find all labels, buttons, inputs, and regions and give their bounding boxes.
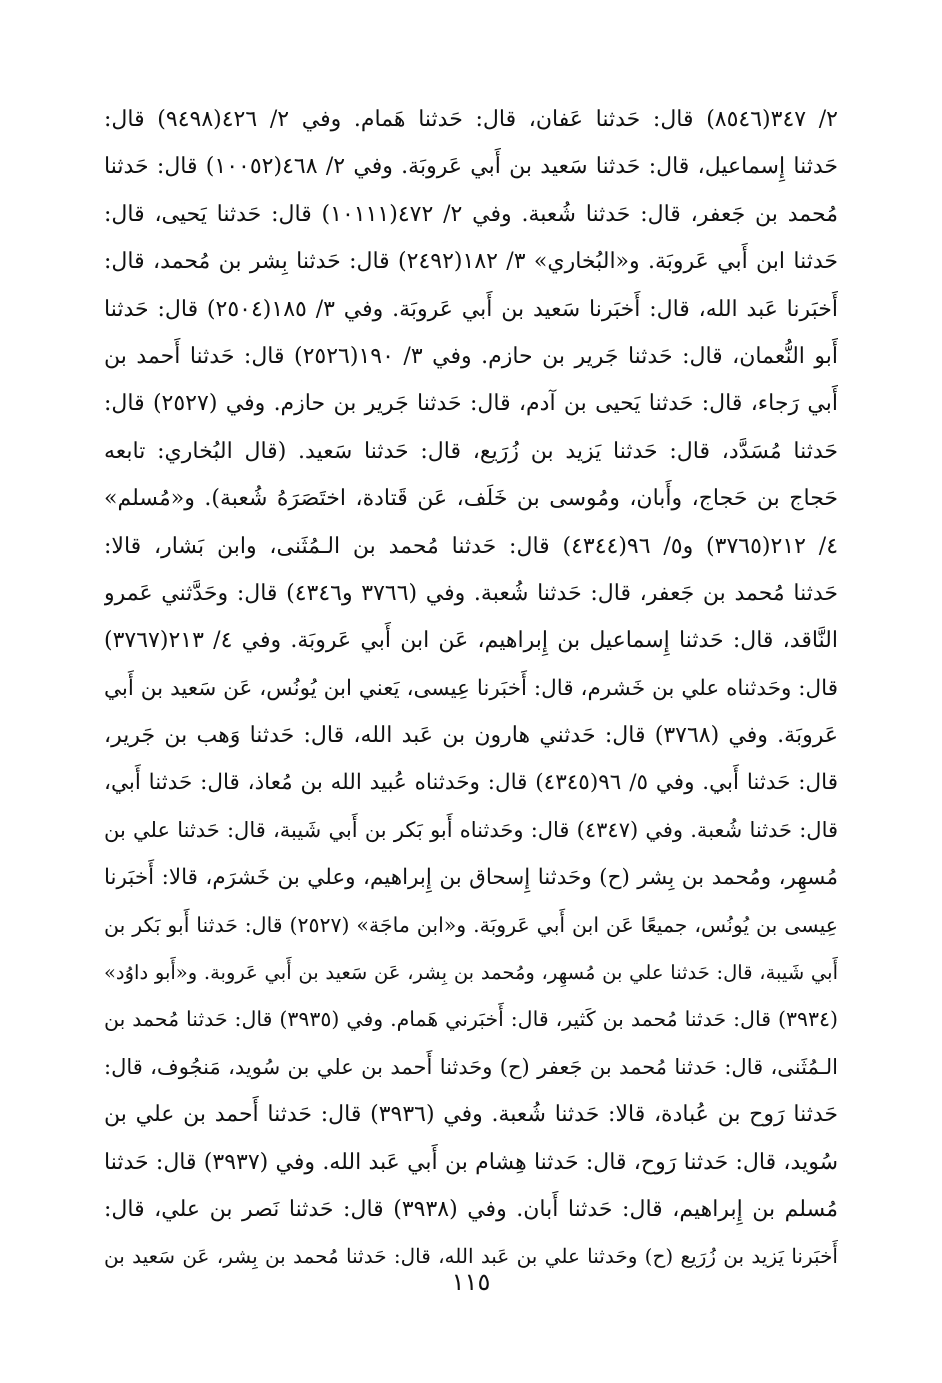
text-line: أَبو النُّعمان، قال: حَدثنا جَرير بن حازم. وفي ٣/ ١٩٠(٢٥٢٦) قال: حَدثنا أَحمد بن: [104, 343, 838, 369]
text-line: (٣٩٣٤) قال: حَدثنا مُحمد بن كَثير، قال: أَخبَرني هَمام. وفي (٣٩٣٥) قال: حَدثنا مُحمد بن: [104, 1007, 838, 1032]
text-line: حَدثنا إِسماعيل، قال: حَدثنا سَعيد بن أَبي عَروبَة. وفي ٢/ ٤٦٨(١٠٠٥٢) قال: حَدثنا: [104, 154, 838, 180]
text-line: أَبي شَيبة، قال: حَدثنا علي بن مُسهِر، ومُحمد بن بِشر، عَن سَعيد بن أَبي عَروبة. و«أَبو داوُد»: [104, 961, 838, 985]
text-line: حَدثنا ابن أَبي عَروبَة. و«البُخاري» ٣/ ١٨٢(٢٤٩٢) قال: حَدثنا بِشر بن مُحمد، قال:: [104, 249, 838, 275]
text-line: قال: حَدثنا شُعبة. وفي (٤٣٤٧) قال: وحَدثناه أَبو بَكر بن أَبي شَيبة، قال: حَدثنا علي بن: [104, 817, 838, 842]
text-line: ٤/ ٢١٢(٣٧٦٥) و٥/ ٩٦(٤٣٤٤) قال: حَدثنا مُحمد بن الـمُثَنى، وابن بَشار، قالا:: [104, 533, 838, 559]
text-line: النَّاقد، قال: حَدثنا إِسماعيل بن إِبراهيم، عَن ابن أَبي عَروبَة. وفي ٤/ ٢١٣(٣٧٦٧): [104, 628, 838, 654]
text-line: مُحمد بن جَعفر، قال: حَدثنا شُعبة. وفي ٢/ ٤٧٢(١٠١١١) قال: حَدثنا يَحيى، قال:: [104, 201, 838, 227]
text-line: حَدثنا مُسَدَّد، قال: حَدثنا يَزيد بن زُرَيع، قال: حَدثنا سَعيد. (قال البُخاري: تابعه: [104, 438, 838, 464]
text-line: عِيسى بن يُونُس، جميعًا عَن ابن أَبي عَروبَة. و«ابن ماجَة» (٢٥٢٧) قال: حَدثنا أَبو بَكر بن: [104, 912, 838, 937]
text-line: ٢/ ٣٤٧(٨٥٤٦) قال: حَدثنا عَفان، قال: حَدثنا هَمام. وفي ٢/ ٤٢٦(٩٤٩٨) قال:: [104, 107, 838, 132]
text-line: عَروبَة. وفي (٣٧٦٨) قال: حَدثني هارون بن عَبد الله، قال: حَدثنا وَهب بن جَرير،: [104, 723, 838, 749]
text-line: مُسلم بن إِبراهيم، قال: حَدثنا أَبان. وفي (٣٩٣٨) قال: حَدثنا نَصر بن علي، قال:: [104, 1196, 838, 1222]
main-text-block: [104, 96, 838, 1281]
text-line: الـمُثَنى، قال: حَدثنا مُحمد بن جَعفر (ح) وحَدثنا أَحمد بن علي بن سُويد، مَنجُوف، قال:: [104, 1054, 838, 1079]
text-line: قال: وحَدثناه علي بن خَشرم، قال: أَخبَرنا عِيسى، يَعني ابن يُونُس، عَن سَعيد بن أَبي: [104, 675, 838, 701]
text-line: أَبي رَجاء، قال: حَدثنا يَحيى بن آدم، قال: حَدثنا جَرير بن حازم. وفي (٢٥٢٧) قال:: [104, 391, 838, 417]
text-line: حَجاج بن حَجاج، وأَبان، ومُوسى بن خَلَف، عَن قَتادة، اختَصَرَهُ شُعبة). و«مُسلم»: [104, 486, 838, 512]
text-line: سُويد، قال: حَدثنا رَوح، قال: حَدثنا هِشام بن أَبي عَبد الله. وفي (٣٩٣٧) قال: حَدثنا: [104, 1149, 838, 1175]
page-number: ١١٥: [451, 1268, 491, 1296]
text-line: حَدثنا مُحمد بن جَعفر، قال: حَدثنا شُعبة. وفي (٣٧٦٦ و٤٣٤٦) قال: وحَدَّثني عَمرو: [104, 580, 838, 606]
text-line: مُسهِر، ومُحمد بن بِشر (ح) وحَدثنا إِسحاق بن إِبراهيم، وعلي بن خَشرَم، قالا: أَخبَرنا: [104, 865, 838, 891]
text-line: أَخبَرنا يَزيد بن زُرَيع (ح) وحَدثنا علي بن عَبد الله، قال: حَدثنا مُحمد بن بِشر، عَن سَعيد بن: [104, 1244, 838, 1269]
text-line: قال: حَدثنا أَبي. وفي ٥/ ٩٦(٤٣٤٥) قال: وحَدثناه عُبيد الله بن مُعاذ، قال: حَدثنا أَبي،: [104, 770, 838, 796]
text-line: أَخبَرنا عَبد الله، قال: أَخبَرنا سَعيد بن أَبي عَروبَة. وفي ٣/ ١٨٥(٢٥٠٤) قال: حَدثنا: [104, 296, 838, 322]
text-line: حَدثنا رَوح بن عُبادة، قالا: حَدثنا شُعبة. وفي (٣٩٣٦) قال: حَدثنا أَحمد بن علي بن: [104, 1102, 838, 1128]
